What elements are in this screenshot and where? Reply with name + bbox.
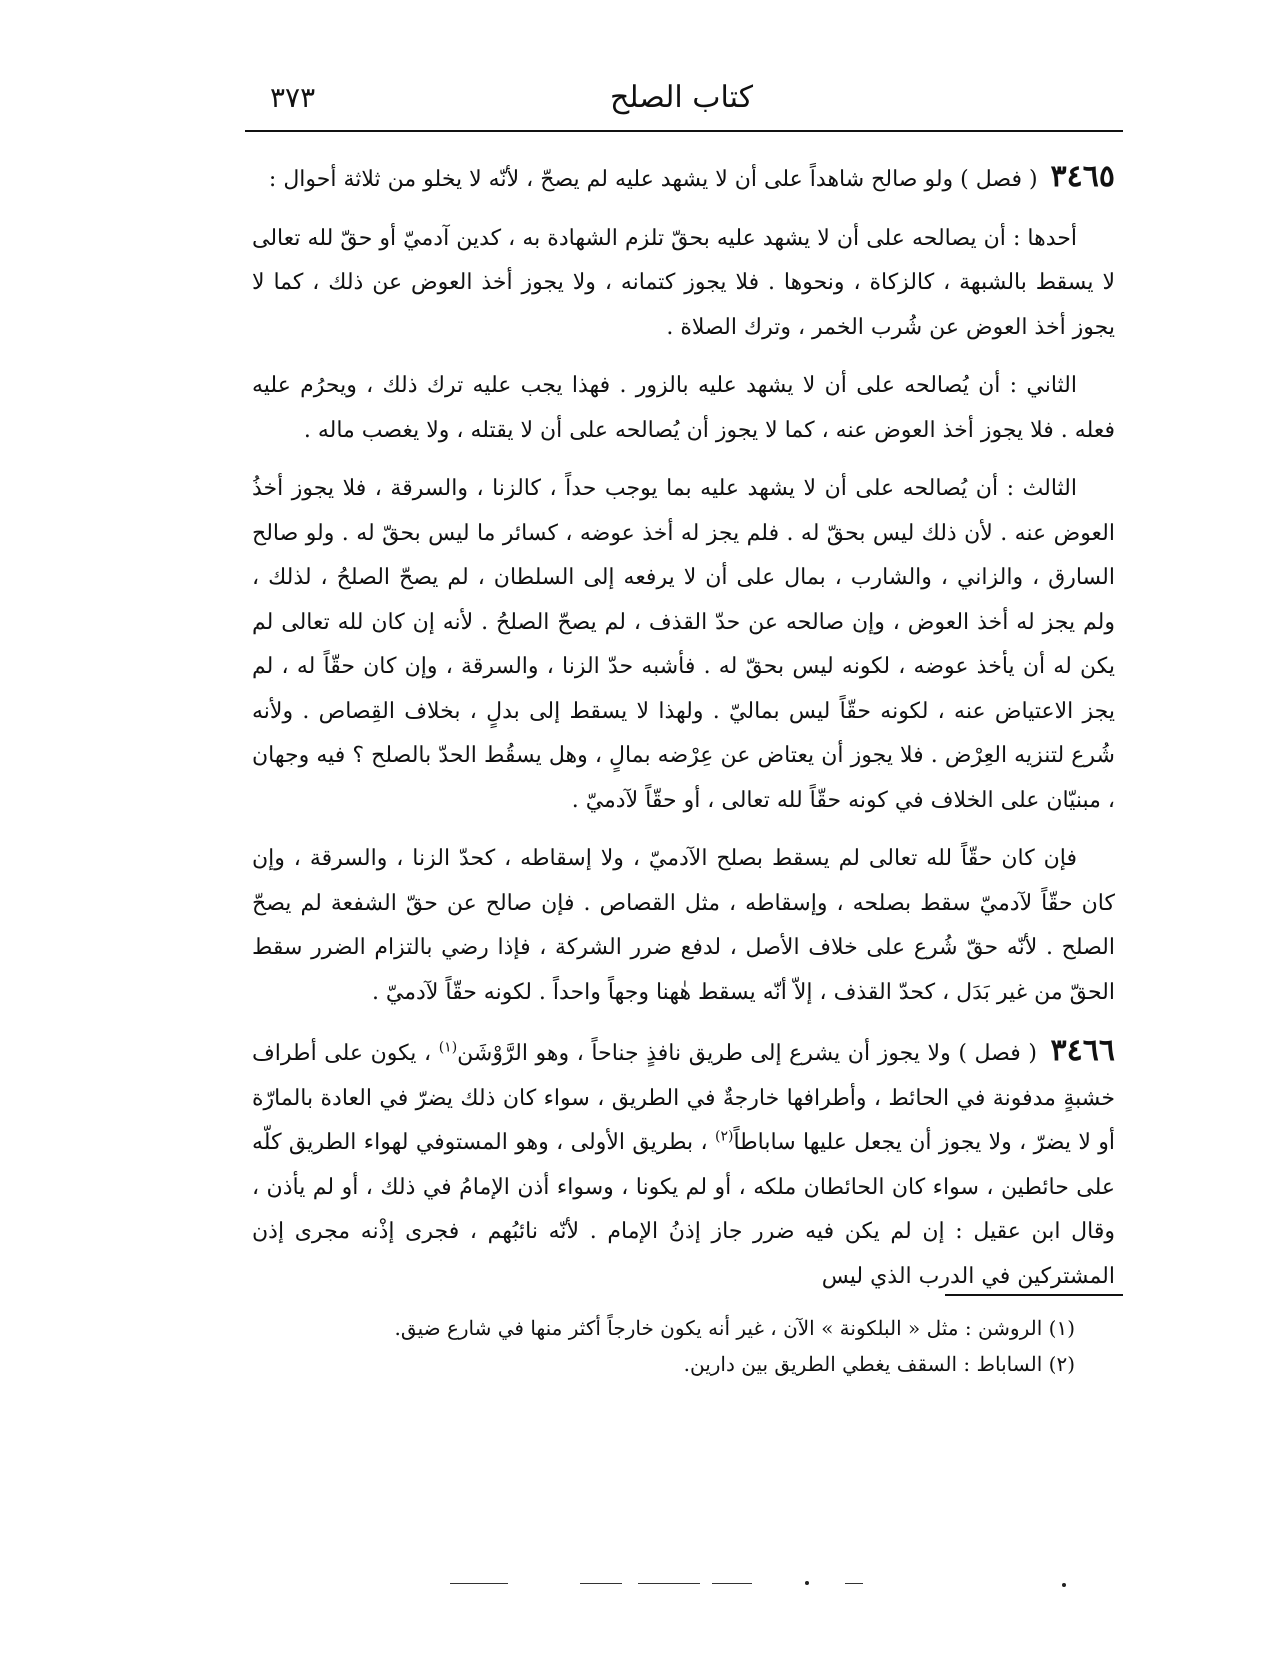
paragraph-section-intro xyxy=(252,1029,1115,1299)
header-rule xyxy=(245,130,1123,132)
print-mark-dash xyxy=(638,1583,700,1584)
footnote-reference[interactable]: (١) xyxy=(438,1039,458,1056)
book-title: كتاب الصلح xyxy=(609,80,753,115)
paragraph xyxy=(252,217,1115,351)
section-number: ٣٤٦٥ xyxy=(1050,159,1115,194)
paragraph xyxy=(252,837,1115,1015)
paragraph-text: الثالث : أن يُصالحه على أن لا يشهد عليه بما يوجب حداً ، كالزنا ، والسرقة ، فلا يجوز أخذُ العوض عنه . لأن ذلك ليس بحقّ له . فلم يجز له أخذ عوضه ، كسائر ما ليس بحقّ له . ولو صالح السارق ، والزاني ، والشارب ، بمال على أن لا يرفعه إلى السلطان ، لم يصحّ الصلحُ ، لذلك ، ولم يجز له أخذ العوض ، وإن صالحه عن حدّ القذف ، لم يصحّ الصلحُ . لأنه إن كان لله تعالى لم يكن له أن يأخذ عوضه ، لكونه ليس بحقّ له . فأشبه حدّ الزنا ، والسرقة ، وإن كان حقّاً له ، لم يجز الاعتياض عنه ، لكونه حقّاً ليس بماليّ . ولهذا لا يسقط إلى بدلٍ ، بخلاف القِصاص . ولأنه شُرع لتنزيه العِرْض . فلا يجوز أن يعتاض عن عِرْضه بمالٍ ، وهل يسقُط الحدّ بالصلح ؟ فيه وجهان ، مبنيّان على الخلاف في كونه حقّاً لله تعالى ، أو حقّاً لآدميّ . xyxy=(252,476,1115,813)
paragraph-text: ، يكون على أطراف خشبةٍ مدفونة في الحائط ، وأطرافها خارجةٌ في الطريق ، سواء كان ذلك يضرّ في العادة بالمارّة أو لا يضرّ ، ولا يجوز أن يجعل عليها ساباطاً xyxy=(252,1041,1115,1155)
paragraph-text: أحدها : أن يصالحه على أن لا يشهد عليه بحقّ تلزم الشهادة به ، كدين آدميّ أو حقّ لله تعالى لا يسقط بالشبهة ، كالزكاة ، ونحوها . فلا يجوز كتمانه ، ولا يجوز أخذ العوض عن ذلك ، كما لا يجوز أخذ العوض عن شُرب الخمر ، وترك الصلاة . xyxy=(252,225,1115,340)
print-mark-dash xyxy=(845,1583,863,1584)
print-mark-dash xyxy=(712,1583,752,1584)
page-number: ٣٧٣ xyxy=(270,81,316,114)
paragraph-text: ( فصل ) ولا يجوز أن يشرع إلى طريق نافذٍ جناحاً ، وهو الرَّوْشَن xyxy=(457,1041,1037,1066)
footnote-reference[interactable]: (٢) xyxy=(715,1128,734,1145)
bottom-print-marks xyxy=(450,1583,910,1597)
footnote: (١) الروشن : مثل « البلكونة » الآن ، غير أنه يكون خارجاً أكثر منها في شارع ضيق. xyxy=(394,1316,1075,1340)
print-mark-dot xyxy=(1062,1583,1066,1587)
print-mark-dot xyxy=(805,1581,809,1585)
print-mark-dash xyxy=(580,1583,622,1584)
paragraph xyxy=(252,364,1115,453)
footnotes xyxy=(360,1310,1075,1382)
main-text xyxy=(252,155,1115,1313)
footnote: (٢) الساباط : السقف يغطي الطريق بين دارين. xyxy=(683,1352,1075,1376)
paragraph-text: فإن كان حقّاً لله تعالى لم يسقط بصلح الآدميّ ، ولا إسقاطه ، كحدّ الزنا ، والسرقة ، وإن كان حقّاً لآدميّ سقط بصلحه ، وإسقاطه ، مثل القصاص . فإن صالح عن حقّ الشفعة لم يصحّ الصلح . لأنّه حقّ شُرع على خلاف الأصل ، لدفع ضرر الشركة ، فإذا رضي بالتزام الضرر سقط الحقّ من غير بَدَل ، كحدّ القذف ، إلاّ أنّه يسقط هٰهنا وجهاً واحداً . لكونه حقّاً لآدميّ . xyxy=(252,846,1115,1005)
running-header xyxy=(245,78,1118,124)
paragraph-text: ، بطريق الأولى ، وهو المستوفي لهواء الطريق كلّه على حائطين ، سواء كان الحائطان ملكه ، أو لم يكونا ، وسواء أذن الإمامُ في ذلك ، أو لم يأذن ، وقال ابن عقيل : إن لم يكن فيه ضرر جاز إذنُ الإمام . لأنّه نائبُهم ، فجرى إذْنه مجرى إذن المشتركين في الدرب الذي ليس xyxy=(252,1130,1115,1289)
section-number: ٣٤٦٦ xyxy=(1050,1033,1115,1068)
paragraph xyxy=(252,467,1115,823)
print-mark-dash xyxy=(450,1583,508,1584)
footnote-rule xyxy=(945,1294,1123,1296)
paragraph-text: ( فصل ) ولو صالح شاهداً على أن لا يشهد عليه لم يصحّ ، لأنّه لا يخلو من ثلاثة أحوال : xyxy=(268,167,1038,192)
paragraph-text: الثاني : أن يُصالحه على أن لا يشهد عليه بالزور . فهذا يجب عليه ترك ذلك ، ويحرُم عليه فعله . فلا يجوز أخذ العوض عنه ، كما لا يجوز أن يُصالحه على أن لا يقتله ، ولا يغصب ماله . xyxy=(252,373,1115,443)
paragraph-section-intro xyxy=(252,155,1115,203)
